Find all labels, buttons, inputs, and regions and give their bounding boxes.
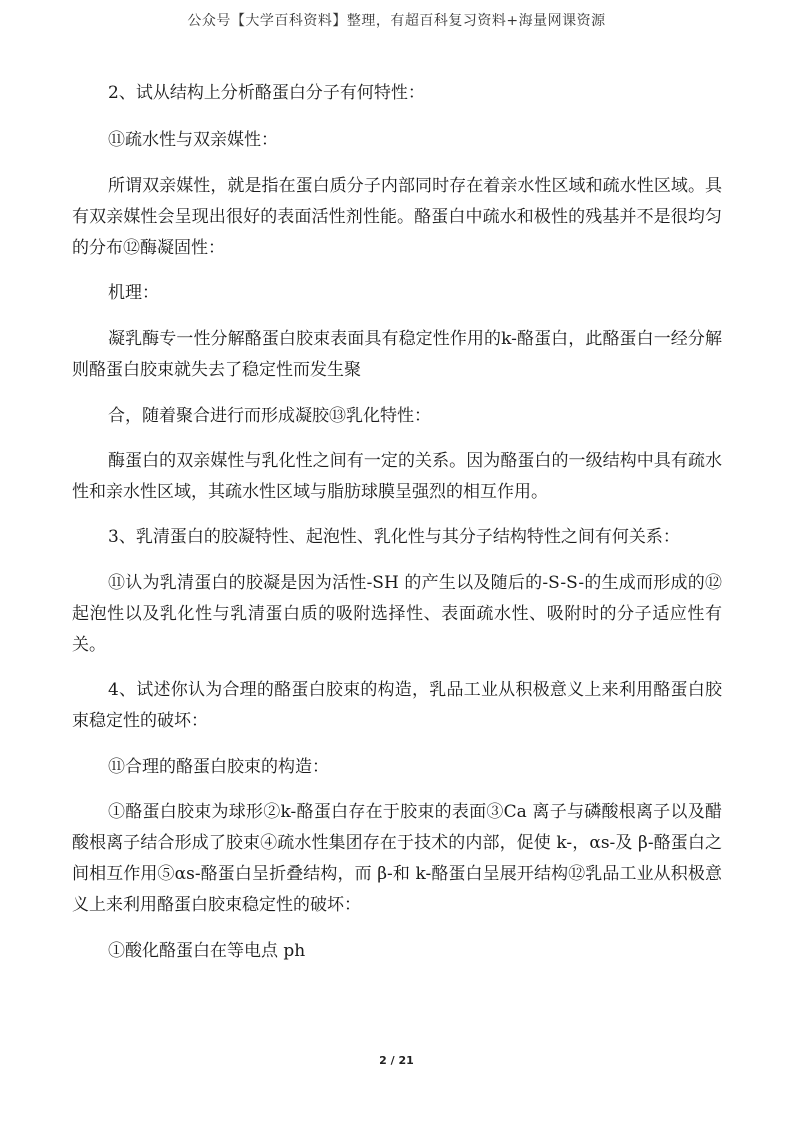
page-number: 2 / 21 xyxy=(379,1054,414,1067)
rennet-paragraph: 凝乳酶专一性分解酪蛋白胶束表面具有稳定性作用的k-酪蛋白，此酪蛋白一经分解则酪蛋白胶束就失去了稳定性而发生聚 xyxy=(72,329,722,380)
micelle-structure-heading: ⑪合理的酪蛋白胶束的构造： xyxy=(108,757,329,777)
question-3-heading: 3、乳清蛋白的胶凝特性、起泡性、乳化性与其分子结构特性之间有何关系： xyxy=(108,527,680,547)
question-2-heading: 2、试从结构上分析酪蛋白分子有何特性： xyxy=(108,83,425,103)
section-hydrophobicity-heading: ⑪疏水性与双亲媒性： xyxy=(108,130,278,150)
question-4-heading: 4、试述你认为合理的酪蛋白胶束的构造，乳品工业从积极意义上来利用酪蛋白胶束稳定性的破坏： xyxy=(72,680,722,731)
whey-gelation-paragraph: ⑪认为乳清蛋白的胶凝是因为活性-SH 的产生以及随后的-S-S-的生成而形成的⑫起泡性以及乳化性与乳清蛋白质的吸附选择性、表面疏水性、吸附时的分子适应性有关。 xyxy=(72,573,722,655)
page-header: 公众号【大学百科资料】整理，有超百科复习资料+海量网课资源 xyxy=(187,13,606,29)
amphiphilic-paragraph: 所谓双亲媒性，就是指在蛋白质分子内部同时存在着亲水性区域和疏水性区域。具有双亲媒性会呈现出很好的表面活性剂性能。酪蛋白中疏水和极性的残基并不是很均匀的分布⑫酶凝固性： xyxy=(72,176,722,258)
mechanism-label: 机理： xyxy=(108,283,159,303)
acidification-paragraph: ①酸化酪蛋白在等电点 ph xyxy=(108,941,306,961)
document-body xyxy=(72,78,722,967)
aggregation-paragraph: 合，随着聚合进行而形成凝胶⑬乳化特性： xyxy=(108,406,431,426)
emulsification-paragraph: 酶蛋白的双亲媒性与乳化性之间有一定的关系。因为酪蛋白的一级结构中具有疏水性和亲水性区域，其疏水性区域与脂肪球膜呈强烈的相互作用。 xyxy=(72,451,722,502)
micelle-structure-paragraph: ①酪蛋白胶束为球形②k-酪蛋白存在于胶束的表面③Ca 离子与磷酸根离子以及醋酸根离子结合形成了胶束④疏水性集团存在于技术的内部，促使 k-，αs-及 β-酪蛋白之间相互作用⑤αs-酪蛋白呈折叠结构，而 β-和 k-酪蛋白呈展开结构⑫乳品工业从积极意义上来利用酪蛋白胶束稳定性的破坏： xyxy=(72,802,722,915)
